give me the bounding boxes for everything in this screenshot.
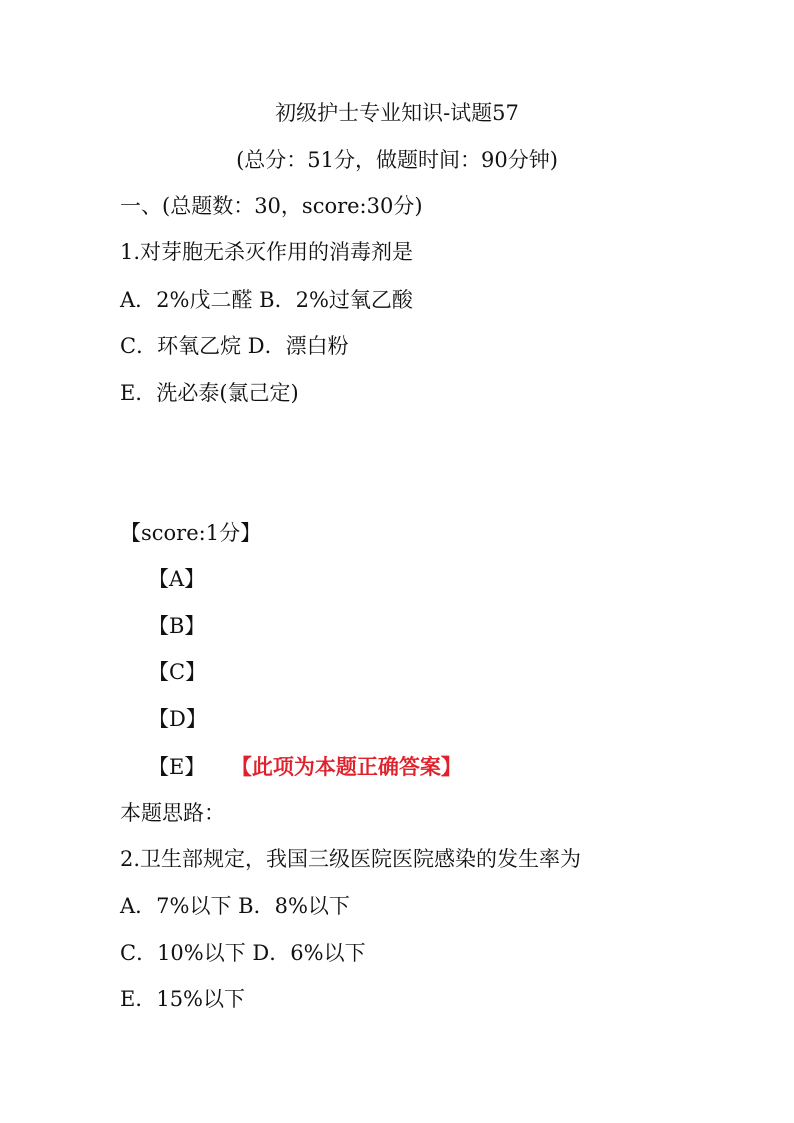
option-line: E．15%以下	[120, 987, 246, 1011]
correct-answer-note: 【此项为本题正确答案】	[241, 754, 462, 779]
analysis-label: 本题思路：	[120, 801, 225, 825]
page-title: 初级护士专业知识-试题57	[275, 101, 519, 125]
option-line: C．环氧乙烷 D．漂白粉	[120, 334, 349, 358]
question-stem: 1.对芽胞无杀灭作用的消毒剂是	[120, 240, 414, 264]
option-line: A．7%以下 B．8%以下	[120, 894, 350, 918]
answer-option-e: 【E】	[148, 755, 206, 779]
option-line: A．2%戊二醛 B．2%过氧乙酸	[120, 288, 413, 312]
answer-option-d: 【D】	[148, 707, 207, 731]
option-line: E．洗必泰(氯己定)	[120, 381, 299, 405]
answer-option-a: 【A】	[148, 567, 206, 591]
answer-option-e-row	[148, 756, 462, 778]
section-header: 一、(总题数：30，score:30分)	[120, 194, 423, 218]
answer-option-b: 【B】	[148, 614, 206, 638]
answer-option-c: 【C】	[148, 660, 207, 684]
question-stem: 2.卫生部规定，我国三级医院医院感染的发生率为	[120, 847, 582, 871]
option-line: C．10%以下 D．6%以下	[120, 941, 366, 965]
page-subtitle: (总分：51分，做题时间：90分钟)	[236, 148, 558, 172]
score-label: 【score:1分】	[120, 521, 262, 545]
